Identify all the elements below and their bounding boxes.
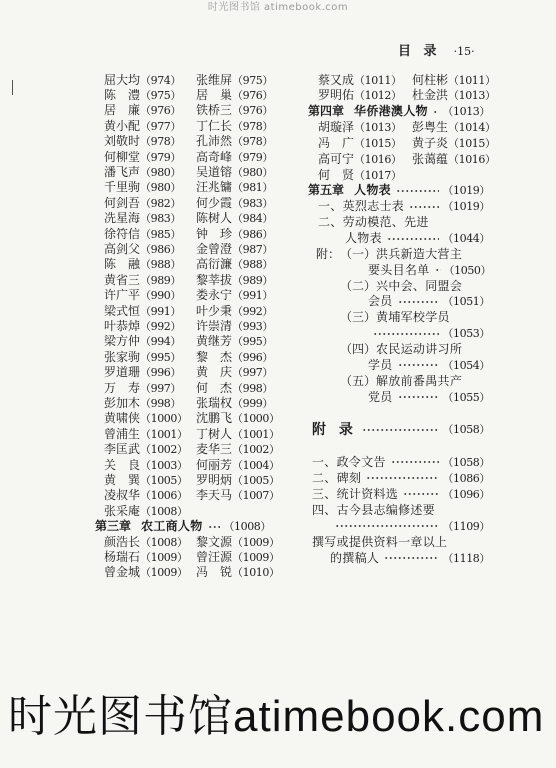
page-number: （1009） — [140, 566, 188, 580]
toc-person-row — [95, 273, 271, 288]
annex-item-continued — [368, 358, 490, 373]
toc-person-row — [95, 88, 271, 103]
toc-person-row — [95, 442, 280, 457]
page-number: （1006） — [140, 489, 188, 503]
page-number: （987） — [232, 242, 273, 256]
chapter-number: 第四章 — [308, 104, 345, 119]
page-number: （1008） — [223, 520, 271, 534]
dot-leader — [396, 187, 439, 195]
toc-person-row — [308, 72, 496, 88]
annex-item — [340, 374, 490, 389]
page-number: （1009） — [232, 535, 280, 549]
person-name: 叶少秉 — [196, 303, 233, 318]
toc-person-row — [95, 288, 271, 303]
toc-person-row — [308, 151, 496, 167]
person-name: 何 贤 — [318, 167, 354, 182]
person-name: 陈 融 — [104, 257, 140, 272]
toc-person-row — [308, 135, 496, 151]
chapter-heading — [95, 519, 271, 534]
page-number: （979） — [140, 150, 181, 164]
page-number: （982） — [140, 196, 181, 210]
page-number: （1000） — [232, 412, 280, 426]
toc-person-row — [95, 381, 271, 396]
person-name: 屈大均 — [104, 72, 141, 87]
item-label: 解放前番禺共产 — [376, 373, 463, 388]
page-number: （994） — [140, 335, 181, 349]
page-number: （984） — [232, 212, 273, 226]
toc-person-row — [95, 165, 271, 180]
page-number: （1054） — [442, 358, 490, 372]
page-number: （988） — [232, 258, 273, 272]
page-number: （1016） — [354, 152, 402, 166]
person-name: 冯 广 — [318, 135, 354, 150]
person-name: 李天马 — [196, 488, 233, 503]
page-number: （1044） — [442, 232, 490, 245]
person-name: 高可宁 — [318, 151, 355, 166]
watermark-top: 时光图书馆 atimebook.com — [207, 2, 349, 13]
toc-item — [312, 487, 490, 502]
page-number: （986） — [232, 227, 273, 241]
chapter-title: 农工商人物 — [141, 519, 203, 534]
page-number: （977） — [140, 119, 181, 133]
page-number: （991） — [140, 304, 181, 318]
appendix-title: 附 录 — [312, 422, 357, 438]
person-name: 钟 珍 — [196, 226, 232, 241]
toc-item-continued — [345, 231, 490, 246]
person-name: 孔沛然 — [196, 134, 233, 149]
person-name: 铁桥三 — [196, 103, 233, 118]
person-name: 何剑吾 — [104, 195, 141, 210]
item-label: 三、统计资料选 — [312, 486, 399, 501]
person-name: 彭粤生 — [412, 120, 449, 135]
person-name: 何丽芳 — [196, 457, 233, 472]
person-name: 关 良 — [104, 457, 140, 472]
page-number: （981） — [232, 181, 273, 195]
toc-item — [312, 503, 490, 518]
dot-leader — [387, 235, 439, 243]
person-name: 罗明佑 — [318, 88, 355, 103]
page-number: （1058） — [442, 455, 490, 469]
page-number: （1003） — [140, 458, 188, 472]
toc-item — [312, 471, 490, 486]
person-name: 张家驹 — [104, 349, 141, 364]
person-name: 梁式恒 — [104, 303, 141, 318]
item-label-continued: 党员 — [368, 389, 393, 404]
page-number: （989） — [140, 273, 181, 287]
item-label: 一、英烈志士表 — [318, 199, 405, 214]
person-name: 何柳堂 — [104, 149, 141, 164]
annex-item-continued — [368, 326, 490, 341]
person-name: 曾汪源 — [196, 549, 233, 564]
person-name: 冼星海 — [104, 211, 141, 226]
header-title: 目 录 — [398, 44, 441, 59]
annex-item — [340, 310, 490, 325]
item-label: 兴中会、同盟会 — [376, 278, 463, 293]
person-name: 罗道珊 — [104, 365, 141, 380]
person-name: 黄小配 — [104, 118, 141, 133]
toc-item — [312, 455, 490, 470]
page-number: （989） — [232, 273, 273, 287]
page-number: （993） — [232, 319, 273, 333]
page-number: （1051） — [442, 295, 490, 309]
person-name: 彭加木 — [104, 395, 141, 410]
item-label: 二、劳动模范、先进 — [318, 215, 429, 230]
page-number: （1008） — [140, 504, 188, 518]
page-number: （999） — [232, 396, 273, 410]
toc-person-row — [95, 411, 280, 426]
person-name: 高剑父 — [104, 241, 141, 256]
person-name: 何 杰 — [196, 380, 232, 395]
toc-person-row — [95, 119, 271, 134]
page-number: （978） — [140, 135, 181, 149]
toc-item — [318, 215, 490, 230]
person-name: 张瑞权 — [196, 395, 233, 410]
page-number: （1053） — [442, 327, 490, 341]
person-name: 叶恭焯 — [104, 318, 141, 333]
person-name: 金曾澄 — [196, 241, 233, 256]
page-number: （1019） — [442, 184, 490, 198]
page-number: （1011） — [354, 73, 402, 87]
page-number: （974） — [140, 73, 181, 87]
page-number: （979） — [232, 150, 273, 164]
chapter-title: 华侨港澳人物 — [354, 104, 428, 119]
person-name: 梁方仲 — [104, 334, 141, 349]
toc-person-row — [95, 504, 271, 519]
person-name: 万 寿 — [104, 380, 140, 395]
page-number: （1055） — [442, 390, 490, 404]
page-number: （996） — [232, 350, 273, 364]
toc-item-continued — [330, 519, 490, 534]
item-label: 四、古今县志编修述要 — [312, 502, 436, 517]
annex-item — [316, 247, 490, 262]
toc-person-row — [95, 334, 271, 349]
page-number: （992） — [140, 319, 181, 333]
page-number: （1005） — [140, 473, 188, 487]
person-name: 麦华三 — [196, 442, 233, 457]
person-name: 杜金洪 — [412, 88, 449, 103]
person-name: 沈鹏飞 — [196, 411, 233, 426]
person-name: 张采庵 — [104, 503, 141, 518]
toc-person-row — [95, 534, 280, 550]
toc-item — [312, 535, 490, 550]
page-number: （997） — [232, 366, 273, 380]
person-name: 高衍濂 — [196, 257, 233, 272]
person-name: 徐符信 — [104, 226, 141, 241]
person-name: 吴道镕 — [196, 164, 233, 179]
toc-person-row — [95, 304, 271, 319]
toc-person-row — [308, 120, 496, 135]
annex-item-continued — [368, 294, 490, 309]
page-number: （980） — [140, 165, 181, 179]
toc-person-row — [95, 134, 271, 149]
chapter-title: 人物表 — [354, 183, 391, 198]
chapter-number: 第三章 — [95, 519, 132, 534]
dot-leader — [398, 393, 440, 401]
person-name: 黄啸侠 — [104, 411, 141, 426]
person-name: 冯 锐 — [196, 565, 232, 580]
item-label: 洪兵新造大营主 — [376, 246, 463, 261]
page-number: （978） — [232, 135, 273, 149]
page-number: （1015） — [448, 136, 496, 150]
page-number: （1015） — [354, 136, 402, 150]
page-number: （1017） — [354, 168, 402, 182]
page-number: （1007） — [232, 489, 280, 503]
toc-person-row — [308, 168, 490, 183]
page-number: （1096） — [442, 487, 490, 501]
toc-person-row — [95, 319, 271, 334]
page-number: （980） — [140, 181, 181, 195]
dot-leader — [208, 523, 221, 531]
page-number: （1001） — [232, 427, 280, 441]
person-name: 许崇清 — [196, 318, 233, 333]
page-number: （1012） — [354, 89, 402, 103]
page-number: （995） — [232, 335, 273, 349]
toc-item-continued — [330, 551, 490, 566]
toc-person-row — [95, 211, 271, 226]
annex-item-continued — [368, 390, 490, 405]
toc-person-row — [95, 549, 280, 565]
item-label: 黄埔军校学员 — [376, 310, 450, 325]
item-label-continued: 的撰稿人 — [330, 550, 380, 565]
person-name: 颜浩长 — [104, 534, 141, 549]
toc-right-column — [308, 0, 496, 600]
dot-leader — [373, 330, 439, 338]
chapter-number: 第五章 — [308, 183, 345, 198]
toc-person-row — [95, 257, 271, 272]
annex-number: （一） — [340, 246, 377, 261]
page-number: （983） — [232, 196, 273, 210]
person-name: 曾浦生 — [104, 426, 141, 441]
page-number: （975） — [232, 73, 273, 87]
person-name: 千里驹 — [104, 180, 141, 195]
page-number: （998） — [232, 381, 273, 395]
page-number: （991） — [232, 289, 273, 303]
page-number: （1001） — [140, 427, 188, 441]
page-number: （980） — [232, 165, 273, 179]
item-label-continued: 人物表 — [345, 231, 382, 245]
person-name: 黄继芳 — [196, 334, 233, 349]
person-name: 陈树人 — [196, 211, 233, 226]
person-name: 汪兆镛 — [196, 180, 233, 195]
person-name: 高奇峰 — [196, 149, 233, 164]
person-name: 陈 澧 — [104, 87, 140, 102]
page-number: （986） — [140, 242, 181, 256]
annex-number: （四） — [340, 341, 377, 356]
page-number: （990） — [140, 289, 181, 303]
page-number: （996） — [140, 366, 181, 380]
person-name: 李匡武 — [104, 442, 141, 457]
page-number: （1009） — [232, 550, 280, 564]
dot-leader — [435, 266, 441, 274]
page-number: （1010） — [232, 566, 280, 580]
item-label: 农民运动讲习所 — [376, 341, 463, 356]
person-name: 曾金城 — [104, 565, 141, 580]
dot-leader — [433, 108, 440, 116]
item-label-continued: 要头目名单 — [368, 262, 430, 277]
page-number: （1013） — [448, 89, 496, 103]
item-label-continued: 会员 — [368, 294, 393, 309]
appendix-heading — [312, 421, 490, 439]
page-number: （1008） — [140, 535, 188, 549]
toc-person-row — [95, 242, 271, 257]
page-number: （1011） — [448, 73, 496, 87]
page-number: （992） — [232, 304, 273, 318]
page-number: （1014） — [448, 121, 496, 135]
person-name: 娄永宁 — [196, 288, 233, 303]
page-number: （976） — [140, 104, 181, 118]
dot-leader — [384, 554, 439, 562]
person-name: 张维屏 — [196, 72, 233, 87]
header-page-number: ·15· — [453, 45, 475, 58]
toc-item — [318, 199, 490, 214]
page-number: （1118） — [442, 551, 490, 565]
person-name: 黄省三 — [104, 272, 141, 287]
toc-person-row — [95, 396, 271, 411]
chapter-heading — [308, 104, 490, 119]
person-name: 胡璇泽 — [318, 120, 355, 135]
page-number: （1050） — [443, 263, 492, 277]
page-number: （1000） — [140, 412, 188, 426]
dot-leader — [366, 474, 439, 482]
page-number: （998） — [140, 396, 181, 410]
page-number: （995） — [140, 350, 181, 364]
page-number: （975） — [140, 88, 181, 102]
person-name: 蔡又成 — [318, 72, 355, 87]
page-number: （1005） — [232, 473, 280, 487]
annex-number: （二） — [340, 278, 377, 293]
page-number: （1019） — [442, 200, 490, 214]
person-name: 居 巢 — [196, 87, 232, 102]
page-number: （1002） — [232, 443, 280, 457]
person-name: 杨瑞石 — [104, 549, 141, 564]
person-name: 黎莘拔 — [196, 272, 233, 287]
page-number: （978） — [232, 119, 273, 133]
toc-person-row — [95, 227, 271, 242]
annex-number: （三） — [340, 310, 377, 325]
person-name: 黄子炎 — [412, 135, 449, 150]
toc-person-row — [95, 426, 280, 442]
toc-person-row — [95, 457, 280, 473]
toc-person-row — [95, 488, 280, 503]
page-number: （1013） — [442, 105, 490, 119]
page-number: （1002） — [140, 443, 188, 457]
toc-person-row — [95, 196, 271, 211]
watermark-bottom: 时光图书馆atimebook.com — [8, 692, 545, 741]
item-label: 撰写或提供资料一章以上 — [312, 534, 448, 549]
page-number: （1058） — [442, 423, 490, 436]
dot-leader — [398, 361, 440, 369]
page-number: （997） — [140, 381, 181, 395]
person-name: 居 廉 — [104, 103, 140, 118]
person-name: 黄 巽 — [104, 472, 140, 487]
dot-leader — [409, 203, 439, 211]
scan-mark — [12, 80, 13, 95]
person-name: 丁树人 — [196, 426, 233, 441]
toc-person-row — [95, 150, 271, 165]
annex-item — [340, 342, 490, 357]
page-number: （985） — [140, 227, 181, 241]
toc-person-row — [95, 565, 280, 580]
item-label: 一、政令文告 — [312, 454, 386, 469]
page-number: （1009） — [140, 550, 188, 564]
item-label: 二、碑刻 — [312, 470, 362, 485]
dot-leader — [398, 298, 440, 306]
person-name: 丁仁长 — [196, 118, 233, 133]
toc-person-row — [95, 103, 271, 118]
person-name: 黎 杰 — [196, 349, 232, 364]
person-name: 凌叔华 — [104, 488, 141, 503]
annex-item — [340, 279, 490, 294]
page-number: （1086） — [442, 471, 490, 485]
annex-item-continued — [368, 263, 490, 278]
annex-number: （五） — [340, 373, 377, 388]
person-name: 黄 庆 — [196, 365, 232, 380]
person-name: 许广平 — [104, 288, 141, 303]
page-number: （976） — [232, 88, 273, 102]
person-name: 何柱彬 — [412, 72, 449, 87]
toc-person-row — [308, 88, 496, 103]
item-label-continued: 学员 — [368, 357, 393, 372]
page-number: （976） — [232, 104, 273, 118]
toc-person-row — [95, 73, 271, 88]
person-name: 黎文源 — [196, 534, 233, 549]
chapter-heading — [308, 183, 490, 198]
toc-person-row — [95, 350, 271, 365]
person-name: 张蔼蕴 — [412, 151, 449, 166]
page-number: （1004） — [232, 458, 280, 472]
dot-leader — [391, 458, 440, 466]
dot-leader — [335, 522, 439, 530]
toc-person-row — [95, 365, 271, 380]
page-number: （1013） — [354, 121, 402, 135]
dot-leader — [403, 490, 439, 498]
page-number: （1016） — [448, 152, 496, 166]
person-name: 罗明炳 — [196, 472, 233, 487]
annex-prefix: 附： — [316, 246, 341, 261]
dot-leader — [362, 426, 440, 434]
toc-person-row — [95, 180, 271, 195]
page-number: （988） — [140, 258, 181, 272]
person-name: 潘飞声 — [104, 164, 141, 179]
page-number: （983） — [140, 212, 181, 226]
page-number: （1109） — [442, 519, 490, 533]
person-name: 何少霞 — [196, 195, 233, 210]
toc-person-row — [95, 472, 280, 488]
person-name: 刘敬时 — [104, 134, 141, 149]
